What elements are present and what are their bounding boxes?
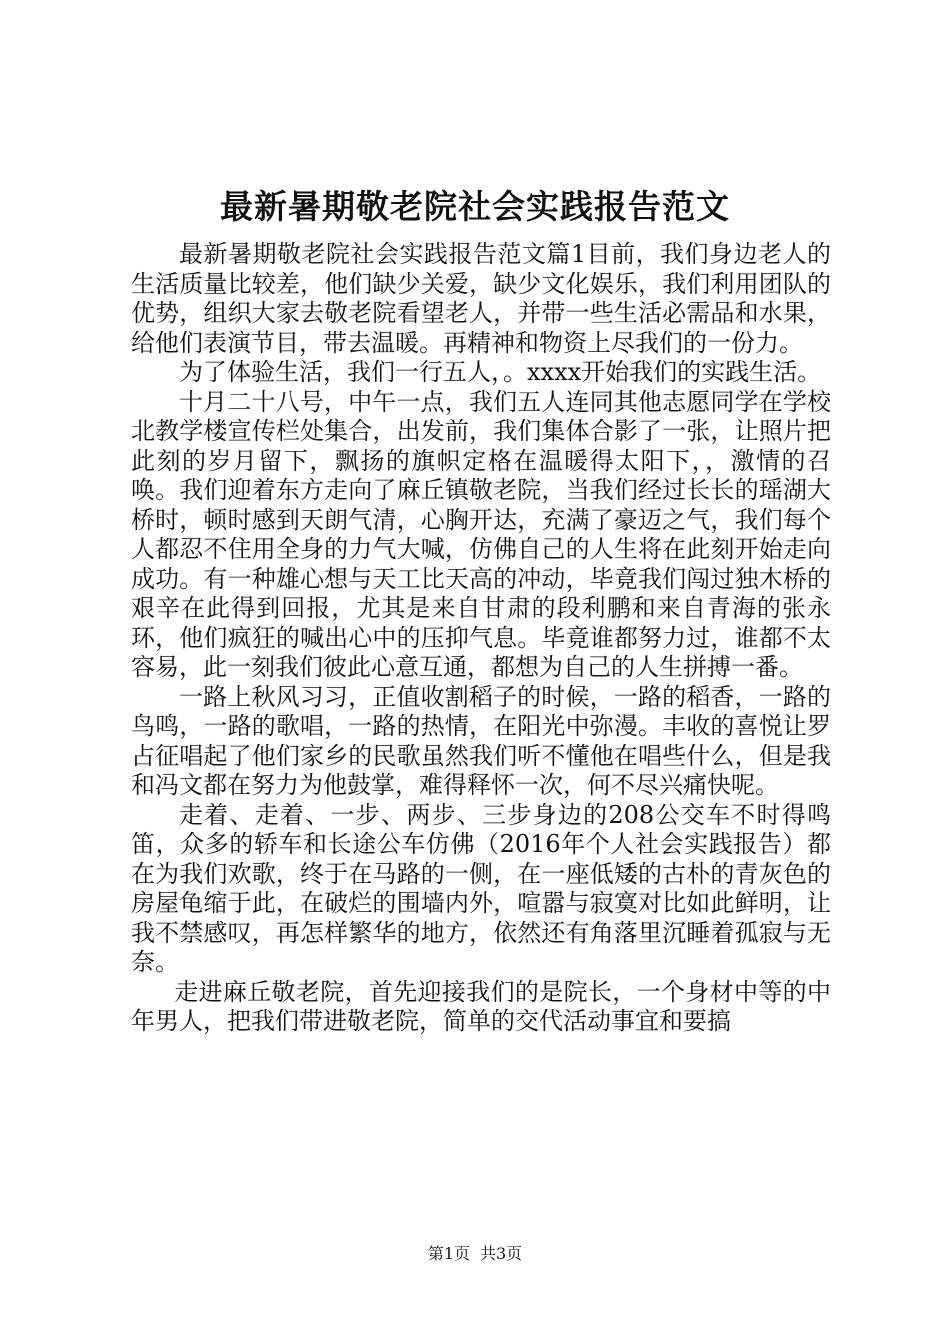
paragraph-walking: 走着、走着、一步、两步、三步身边的208公交车不时得鸣笛，众多的轿车和长途公车仿佛（2016年个人社会实践报告）都在为我们欢歌，终于在马路的一侧，在一座低矮的古朴的青灰色的房屋龟缩于此，在破烂的围墙内外，喧嚣与寂寞对比如此鲜明，让我不禁感叹，再怎样繁华的地方，依然还有角落里沉睡着孤寂与无奈。 xyxy=(131,800,831,976)
page-total: 共3页 xyxy=(480,1244,523,1263)
paragraph-experience: 为了体验生活，我们一行五人，。xxxx开始我们的实践生活。 xyxy=(179,358,822,386)
paragraph-gathering: 十月二十八号，中午一点，我们五人连同其他志愿同学在学校北教学楼宣传栏处集合，出发前，我们集体合影了一张，让照片把此刻的岁月留下，飘扬的旗帜定格在温暖得太阳下，，激情的召唤。我们迎着东方走向了麻丘镇敬老院，当我们经过长长的瑶湖大桥时，顿时感到天朗气清，心胸开达，充满了豪迈之气，我们每个人都忍不住用全身的力气大喊，仿佛自己的人生将在此刻开始走向成功。有一种雄心想与天工比天高的冲动，毕竟我们闯过独木桥的艰辛在此得到回报，尤其是来自甘肃的段利鹏和来自青海的张永环，他们疯狂的喊出心中的压抑气息。毕竟谁都努力过，谁都不太容易，此一刻我们彼此心意互通，都想为自己的人生拼搏一番。 xyxy=(131,387,831,681)
paragraph-journey: 一路上秋风习习，正值收割稻子的时候，一路的稻香，一路的鸟鸣，一路的歌唱，一路的热情，在阳光中弥漫。丰收的喜悦让罗占征唱起了他们家乡的民歌虽然我们听不懂他在唱些什么，但是我和冯文都在努力为他鼓掌，难得释怀一次，何不尽兴痛快呢。 xyxy=(131,682,831,799)
document-body xyxy=(131,240,831,1037)
paragraph-intro: 最新暑期敬老院社会实践报告范文篇1目前，我们身边老人的生活质量比较差，他们缺少关爱，缺少文化娱乐，我们利用团队的优势，组织大家去敬老院看望老人，并带一些生活必需品和水果，给他们表演节目，带去温暖。再精神和物资上尽我们的一份力。 xyxy=(131,240,831,357)
document-title: 最新暑期敬老院社会实践报告范文 xyxy=(220,187,730,226)
page-footer xyxy=(0,1244,950,1264)
paragraph-arrival: 走进麻丘敬老院，首先迎接我们的是院长，一个身材中等的中年男人，把我们带进敬老院，简单的交代活动事宜和要搞 xyxy=(131,977,831,1035)
page-number: 第1页 xyxy=(427,1244,470,1263)
